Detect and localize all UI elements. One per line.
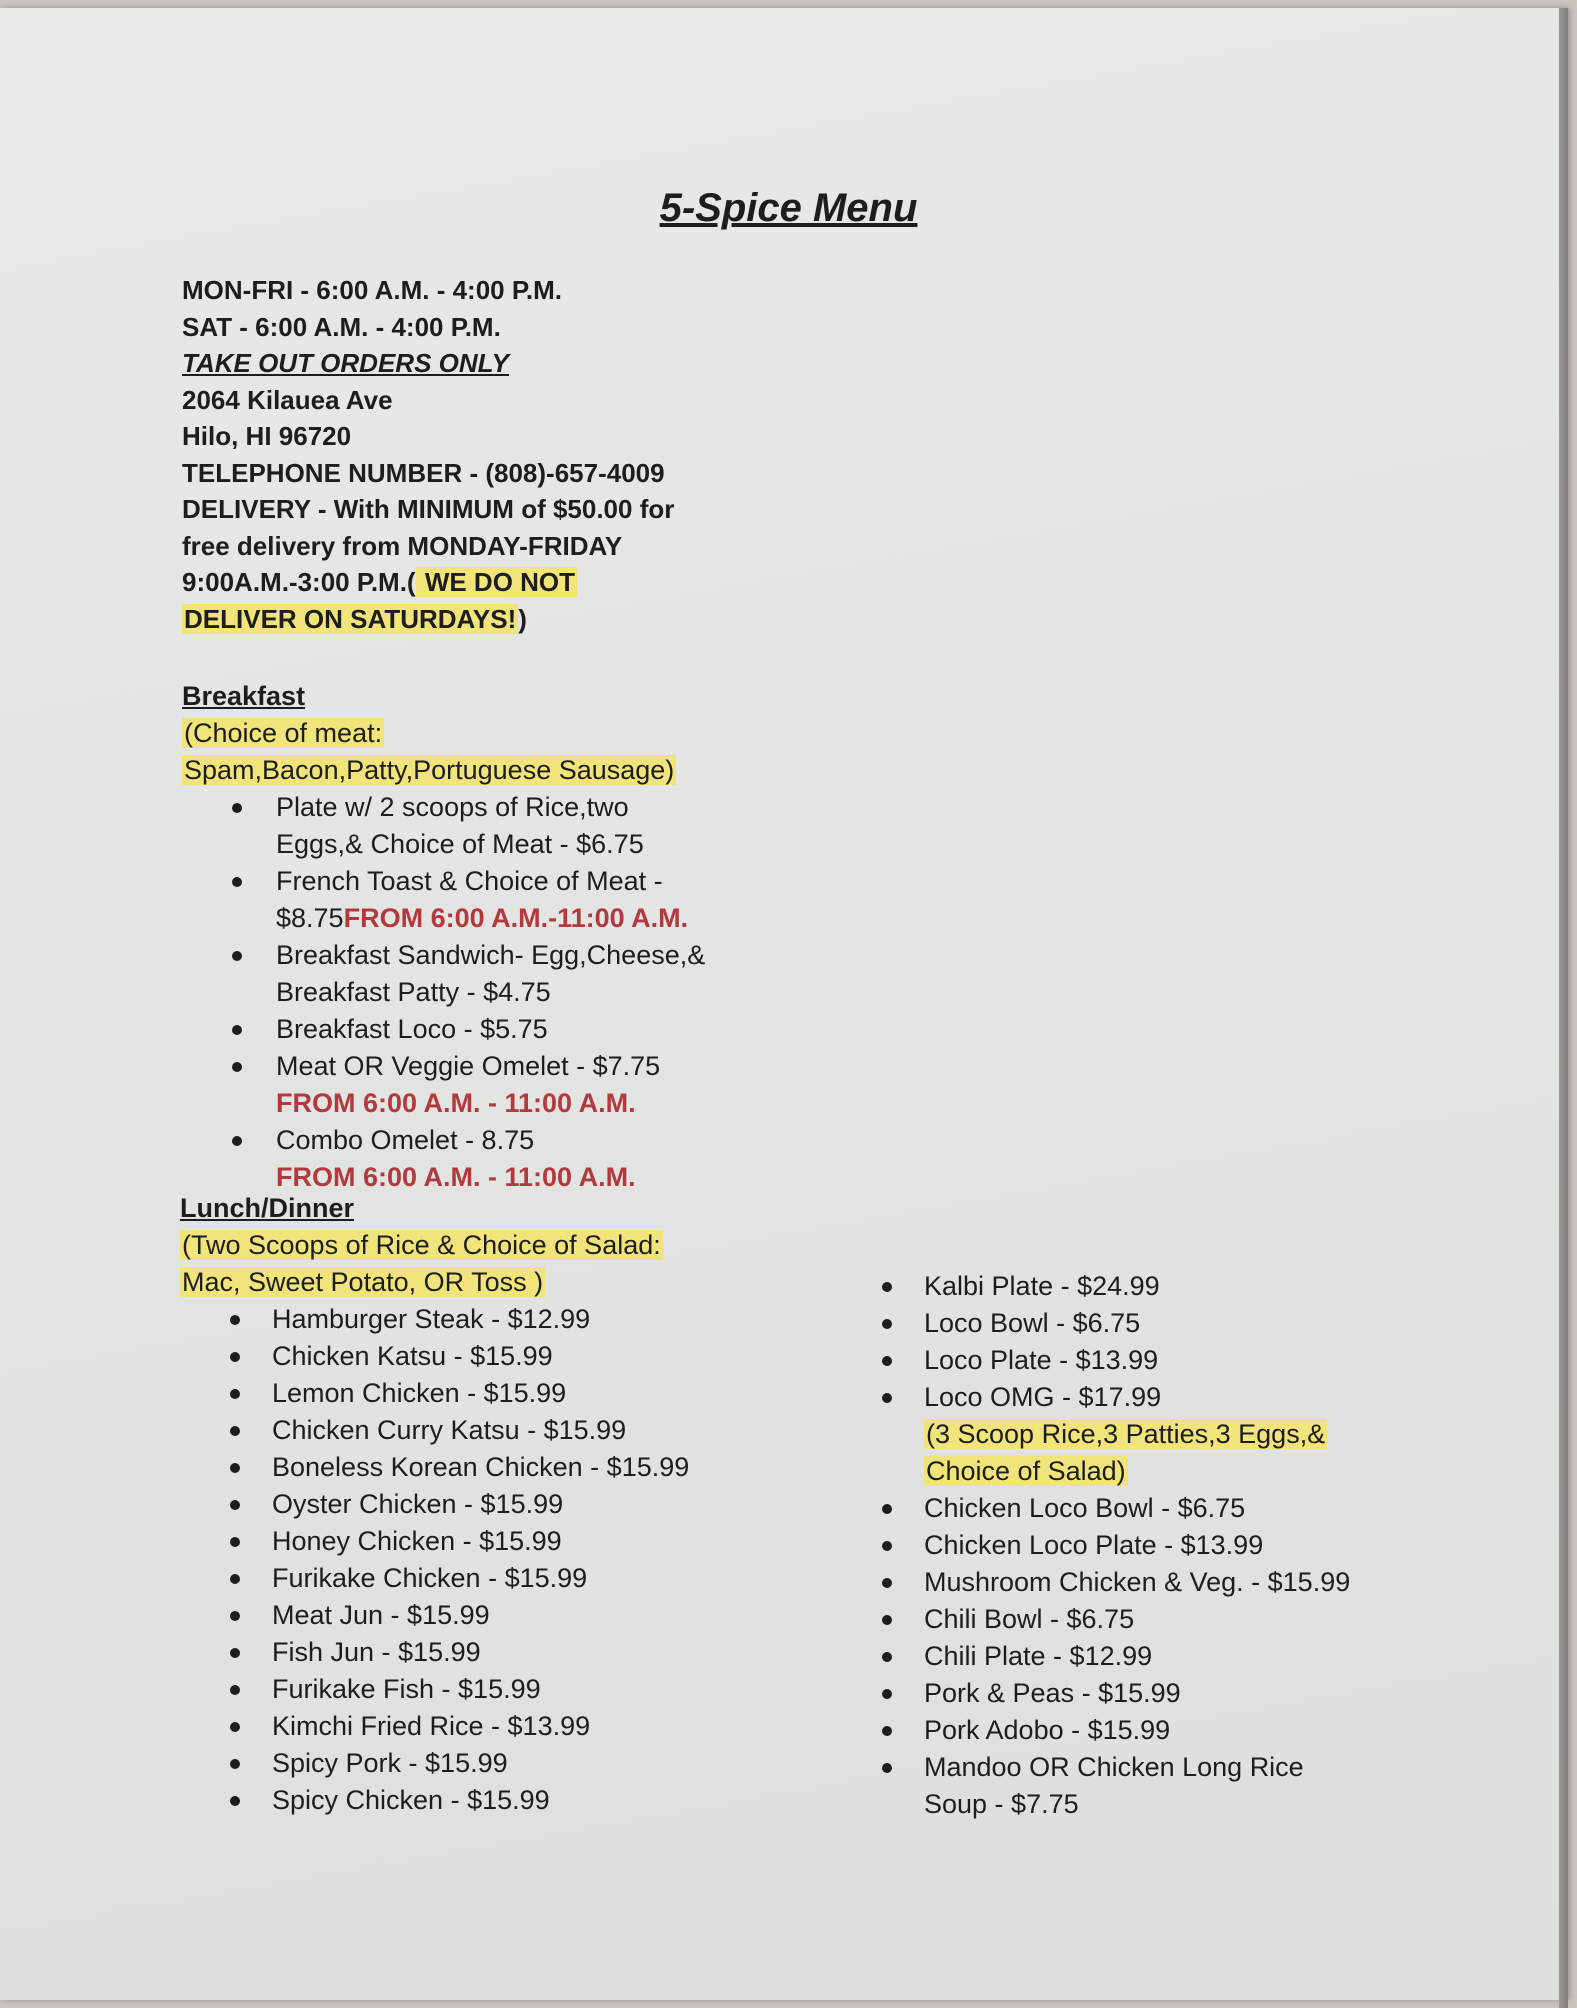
breakfast-section (182, 678, 705, 1196)
no-delivery-notice-part-2: DELIVER ON SATURDAYS! (184, 603, 517, 634)
lunch-left-items (180, 1301, 689, 1819)
list-item: Oyster Chicken - $15.99 (180, 1486, 689, 1523)
list-item: Furikake Chicken - $15.99 (180, 1560, 689, 1597)
delivery-line-4 (182, 601, 674, 638)
breakfast-note-line-1 (182, 715, 705, 752)
hours-weekday: MON-FRI - 6:00 A.M. - 4:00 P.M. (182, 275, 562, 305)
lunch-note-line-1 (180, 1227, 689, 1264)
address-line-1: 2064 Kilauea Ave (182, 384, 393, 415)
list-item: Kalbi Plate - $24.99 (832, 1268, 1350, 1305)
list-item: Hamburger Steak - $12.99 (180, 1301, 689, 1338)
list-item: Pork & Peas - $15.99 (832, 1675, 1350, 1712)
list-item: Boneless Korean Chicken - $15.99 (180, 1449, 689, 1486)
item-hours: FROM 6:00 A.M. - 11:00 A.M. (276, 1162, 636, 1192)
breakfast-items (182, 789, 705, 1196)
lunch-right-items (832, 1268, 1350, 1823)
list-item: Spicy Chicken - $15.99 (180, 1782, 689, 1819)
page-edge (1559, 8, 1568, 2008)
list-item (182, 863, 705, 937)
item-name: Loco OMG - $17.99 (924, 1382, 1162, 1412)
item-hours: FROM 6:00 A.M. - 11:00 A.M. (276, 1088, 636, 1118)
list-item: Chili Bowl - $6.75 (832, 1601, 1350, 1638)
lunch-dinner-section (180, 1190, 689, 1819)
delivery-line-3 (182, 564, 674, 601)
list-item: Pork Adobo - $15.99 (832, 1712, 1350, 1749)
breakfast-note-text-1: (Choice of meat: (184, 718, 383, 748)
item-name: Plate w/ 2 scoops of Rice,two (276, 792, 629, 822)
lunch-right-column (832, 1268, 1350, 1823)
address-line-2: Hilo, HI 96720 (182, 421, 352, 451)
list-item: Kimchi Fried Rice - $13.99 (180, 1708, 689, 1745)
item-name: Mandoo OR Chicken Long Rice (924, 1752, 1304, 1782)
list-item: Spicy Pork - $15.99 (180, 1745, 689, 1782)
delivery-line-2: free delivery from MONDAY-FRIDAY (182, 530, 623, 561)
list-item (182, 789, 705, 863)
loco-omg-note-2: Choice of Salad) (926, 1456, 1126, 1486)
breakfast-note-text-2: Spam,Bacon,Patty,Portuguese Sausage) (184, 755, 675, 785)
lunch-note-text-2: Mac, Sweet Potato, OR Toss ) (182, 1267, 544, 1297)
list-item: Chicken Loco Plate - $13.99 (832, 1527, 1350, 1564)
hours-saturday: SAT - 6:00 A.M. - 4:00 P.M. (182, 311, 501, 342)
list-item (832, 1379, 1350, 1490)
page-title: 5-Spice Menu (659, 186, 918, 230)
loco-omg-note-1: (3 Scoop Rice,3 Patties,3 Eggs,& (926, 1419, 1326, 1449)
item-name: French Toast & Choice of Meat - (276, 866, 663, 896)
list-item: Loco Bowl - $6.75 (832, 1305, 1350, 1342)
list-item: Chili Plate - $12.99 (832, 1638, 1350, 1675)
breakfast-heading: Breakfast (182, 681, 306, 711)
item-detail: Soup - $7.75 (924, 1789, 1079, 1819)
list-item (182, 1011, 705, 1048)
list-item: Loco Plate - $13.99 (832, 1342, 1350, 1379)
lunch-dinner-heading: Lunch/Dinner (180, 1193, 354, 1223)
lunch-note-text-1: (Two Scoops of Rice & Choice of Salad: (182, 1230, 661, 1260)
list-item: Mushroom Chicken & Veg. - $15.99 (832, 1564, 1350, 1601)
item-hours: FROM 6:00 A.M.-11:00 A.M. (343, 903, 689, 933)
item-name: Combo Omelet - 8.75 (276, 1125, 535, 1155)
item-price: $8.75 (276, 903, 344, 933)
delivery-hours: 9:00A.M.-3:00 P.M.( (182, 567, 416, 597)
item-name: Breakfast Sandwich- Egg,Cheese,& (276, 940, 706, 970)
no-delivery-notice-part-1: WE DO NOT (417, 567, 576, 597)
lunch-note-line-2 (180, 1264, 689, 1301)
item-name: Breakfast Loco - $5.75 (276, 1014, 548, 1044)
list-item: Chicken Katsu - $15.99 (180, 1338, 689, 1375)
delivery-line-1: DELIVERY - With MINIMUM of $50.00 for (182, 494, 675, 524)
item-detail: Breakfast Patty - $4.75 (276, 977, 551, 1007)
takeout-notice: TAKE OUT ORDERS ONLY (182, 348, 509, 378)
delivery-close-paren: ) (518, 603, 527, 634)
list-item (182, 1048, 705, 1122)
list-item: Furikake Fish - $15.99 (180, 1671, 689, 1708)
list-item: Lemon Chicken - $15.99 (180, 1375, 689, 1412)
list-item: Meat Jun - $15.99 (180, 1597, 689, 1634)
list-item: Fish Jun - $15.99 (180, 1634, 689, 1671)
item-name: Meat OR Veggie Omelet - $7.75 (276, 1051, 661, 1081)
list-item (182, 937, 705, 1011)
item-detail: Eggs,& Choice of Meat - $6.75 (276, 829, 644, 859)
restaurant-info (182, 272, 674, 637)
list-item: Chicken Curry Katsu - $15.99 (180, 1412, 689, 1449)
list-item: Honey Chicken - $15.99 (180, 1523, 689, 1560)
telephone-number: TELEPHONE NUMBER - (808)-657-4009 (182, 457, 665, 488)
breakfast-note-line-2 (182, 752, 705, 789)
list-item (832, 1749, 1350, 1823)
list-item: Chicken Loco Bowl - $6.75 (832, 1490, 1350, 1527)
list-item (182, 1122, 705, 1196)
